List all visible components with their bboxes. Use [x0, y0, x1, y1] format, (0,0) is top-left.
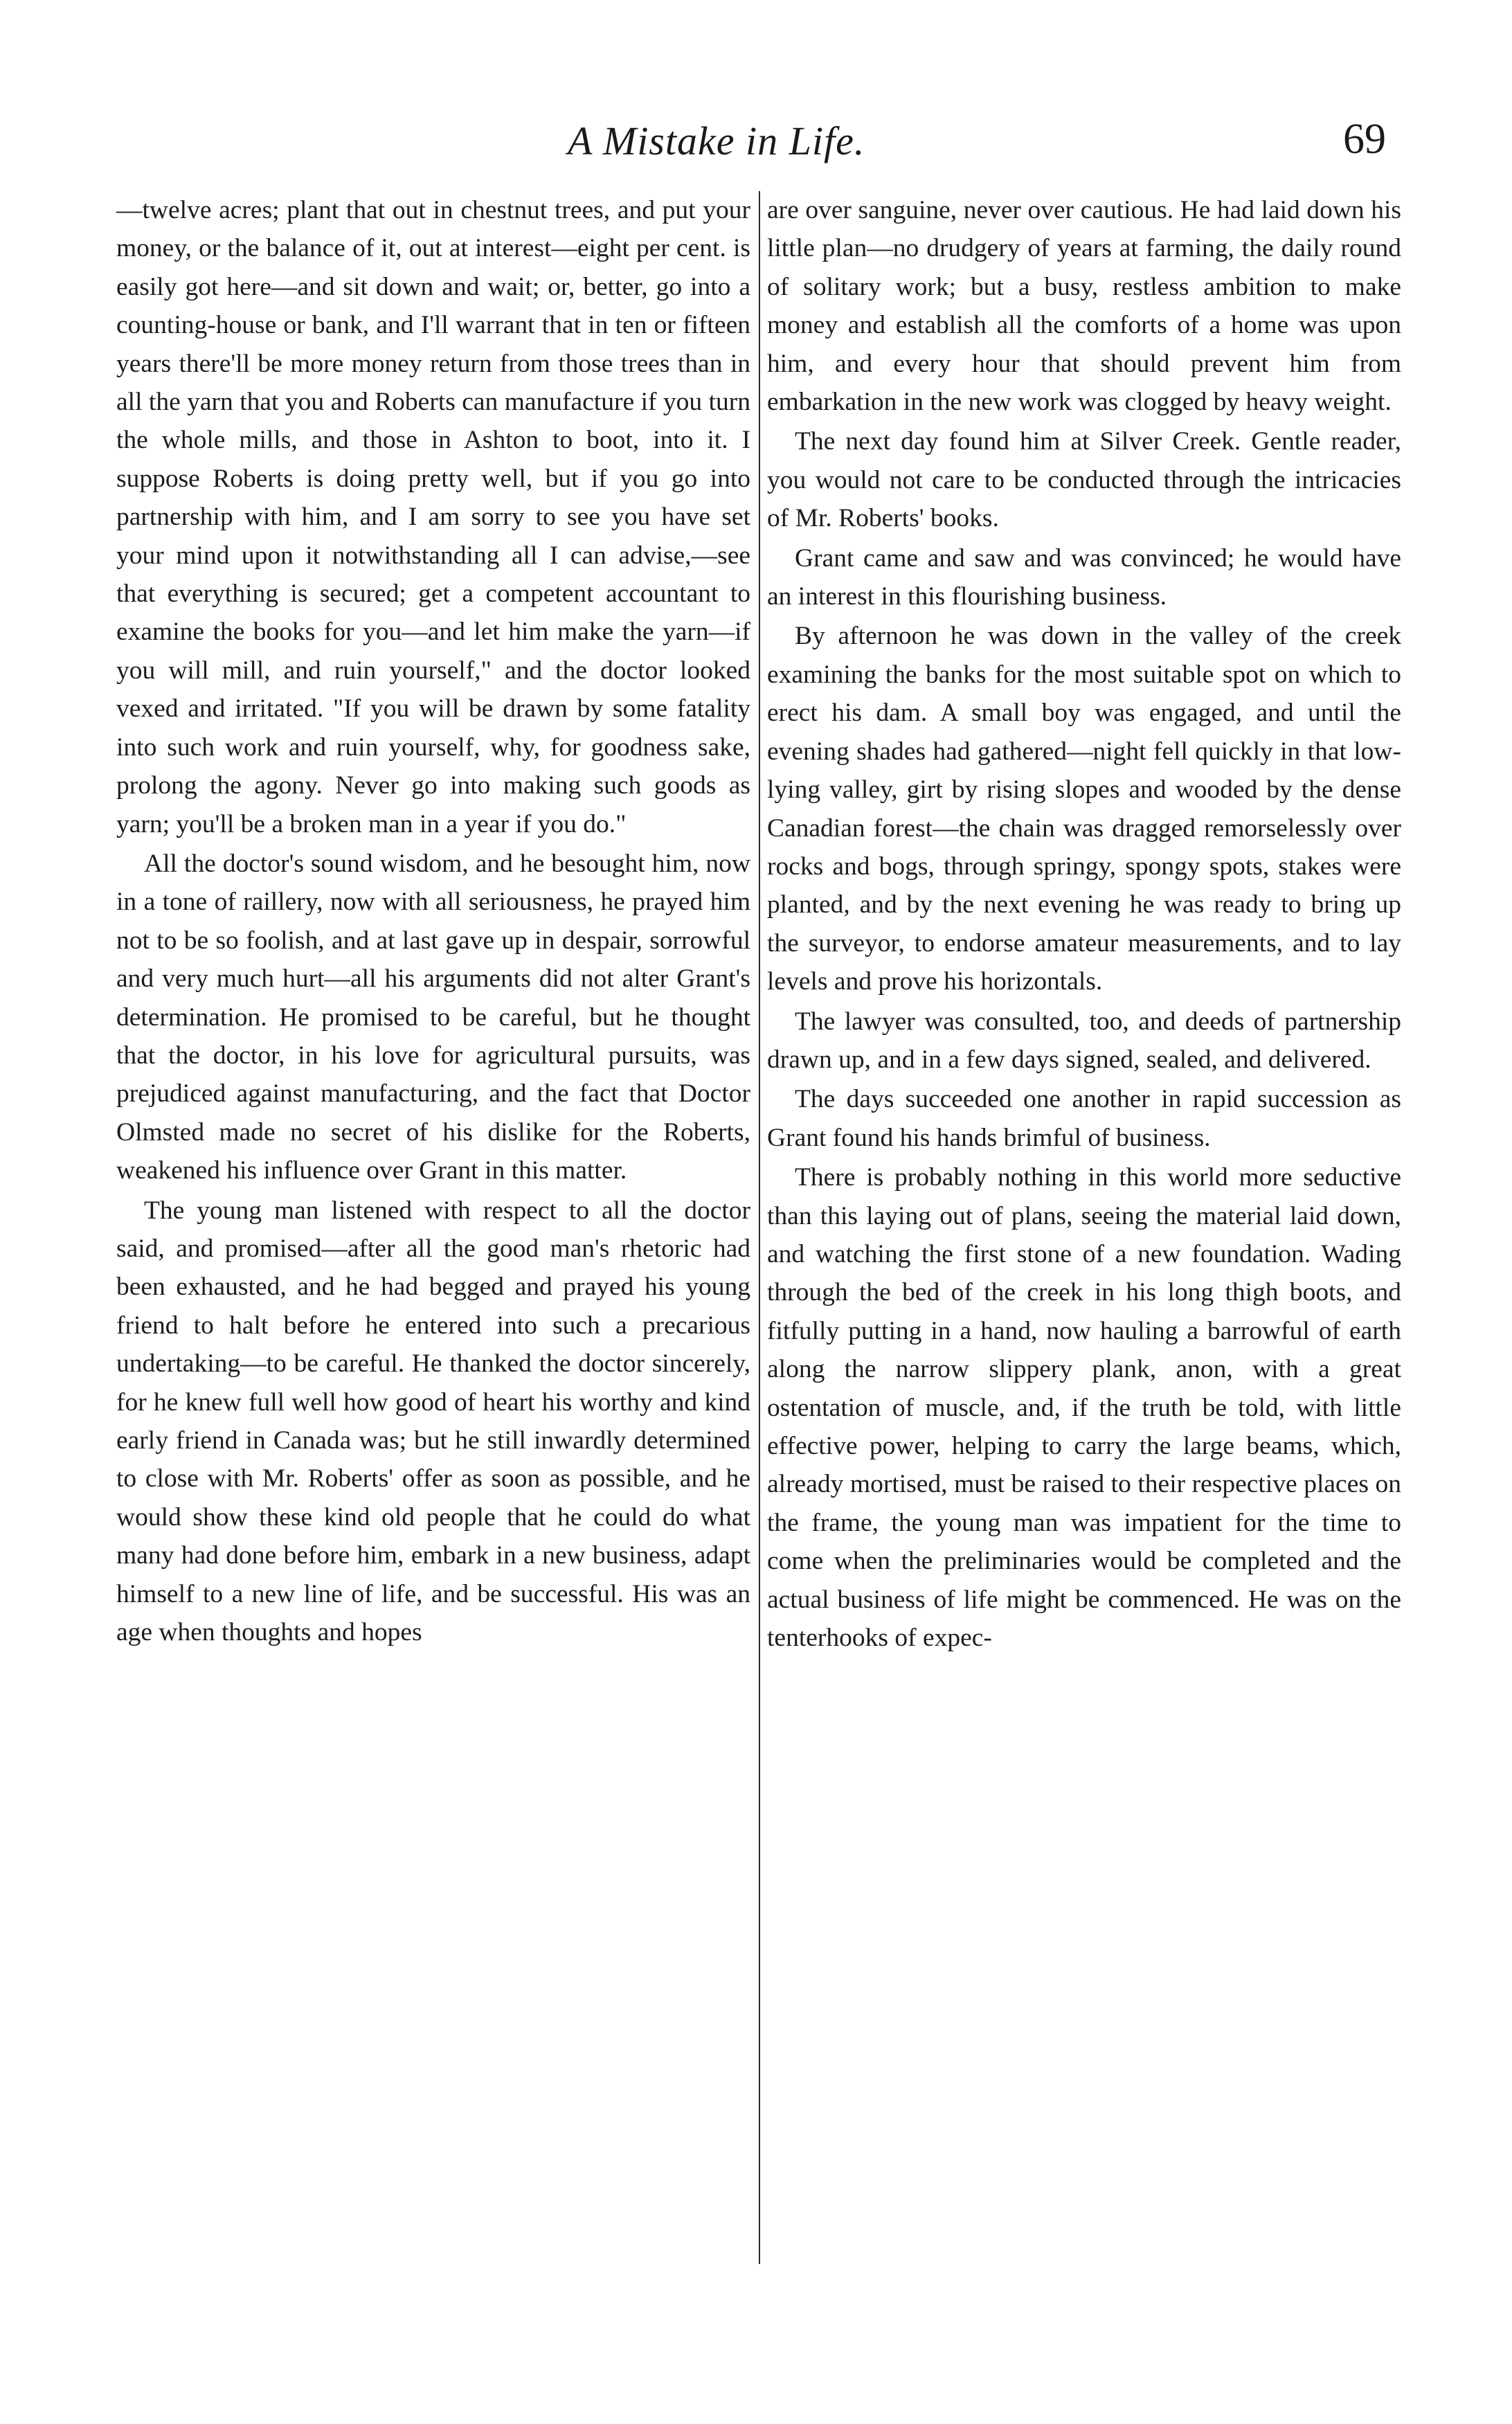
running-title: A Mistake in Life. [568, 118, 865, 163]
running-head [0, 118, 1512, 173]
right-paragraph-4: By afternoon he was down in the valley of the creek examining the banks for the most suitable spot on which to erect his dam. A small boy was engaged, and until the evening shades had gathered—night fell quickly in that low-lying valley, girt by rising slopes and wooded by the dense Canadian forest—the chain was dragged remorselessly over rocks and bogs, through springy, spongy spots, stakes were planted, and by the next evening he was ready to bring up the surveyor, to endorse amateur measurements, and to lay levels and prove his horizontals. [767, 622, 1401, 996]
left-paragraph-2: All the doctor's sound wisdom, and he besought him, now in a tone of raillery, now with all seriousness, he prayed him not to be so foolish, and at last gave up in despair, sorrowful and very much hurt—all his arguments did not alter Grant's determination. He promised to be careful, but he thought that the doctor, in his love for agricultural pursuits, was prejudiced against manufacturing, and the fact that Doctor Olmsted made no secret of his dislike for the Roberts, weakened his influence over Grant in this matter. [116, 849, 750, 1185]
right-column [767, 191, 1401, 1657]
right-paragraph-2: The next day found him at Silver Creek. Gentle reader, you would not care to be conducted through the intricacies of Mr. Roberts' books. [767, 427, 1401, 533]
left-column [116, 191, 750, 1651]
right-paragraph-3: Grant came and saw and was convinced; he would have an interest in this flourishing business. [767, 544, 1401, 611]
right-paragraph-1: are over sanguine, never over cautious. He had laid down his little plan—no drudgery of years at farming, the daily round of solitary work; but a busy, restless ambition to make money and establish all the comforts of a home was upon him, and every hour that should prevent him from embarkation in the new work was clogged by heavy weight. [767, 196, 1401, 417]
left-paragraph-1: —twelve acres; plant that out in chestnut trees, and put your money, or the balance of it, out at interest—eight per cent. is easily got here—and sit down and wait; or, better, go into a counting-house or bank, and I'll warrant that in ten or fifteen years there'll be more money return from those trees than in all the yarn that you and Roberts can manufacture if you turn the whole mills, and those in Ashton to boot, into it. I suppose Roberts is doing pretty well, but if you go into partnership with him, and I am sorry to see you have set your mind upon it notwithstanding all I can advise,—see that everything is secured; get a competent accountant to examine the books for you—and let him make the yarn—if you will mill, and ruin yourself," and the doctor looked vexed and irritated. "If you will be drawn by some fatality into such work and ruin yourself, why, for goodness sake, prolong the agony. Never go into making such goods as yarn; you'll be a broken man in a year if you do." [116, 196, 750, 838]
right-paragraph-5: The lawyer was consulted, too, and deeds of partnership drawn up, and in a few days signed, sealed, and delivered. [767, 1007, 1401, 1074]
left-paragraph-3: The young man listened with respect to all the doctor said, and promised—after all the good man's rhetoric had been exhausted, and he had begged and prayed his young friend to halt before he entered into such a precarious undertaking—to be careful. He thanked the doctor sincerely, for he knew full well how good of heart his worthy and kind early friend in Canada was; but he still inwardly determined to close with Mr. Roberts' offer as soon as possible, and he would show these kind old people that he could do what many had done before him, embark in a new business, adapt himself to a new line of life, and be successful. His was an age when thoughts and hopes [116, 1196, 750, 1647]
page-number: 69 [1343, 116, 1386, 163]
right-paragraph-7: There is probably nothing in this world more seductive than this laying out of plans, seeing the material laid down, and watching the first stone of a new foundation. Wading through the bed of the creek in his long thigh boots, and fitfully putting in a hand, now hauling a barrowful of earth along the narrow slippery plank, anon, with a great ostentation of muscle, and, if the truth be told, with little effective power, helping to carry the large beams, which, already mortised, must be raised to their respective places on the frame, the young man was impatient for the time to come when the preliminaries would be completed and the actual business of life might be commenced. He was on the tenterhooks of expec- [767, 1163, 1401, 1653]
column-divider [759, 191, 760, 2264]
right-paragraph-6: The days succeeded one another in rapid succession as Grant found his hands brimful of business. [767, 1085, 1401, 1152]
